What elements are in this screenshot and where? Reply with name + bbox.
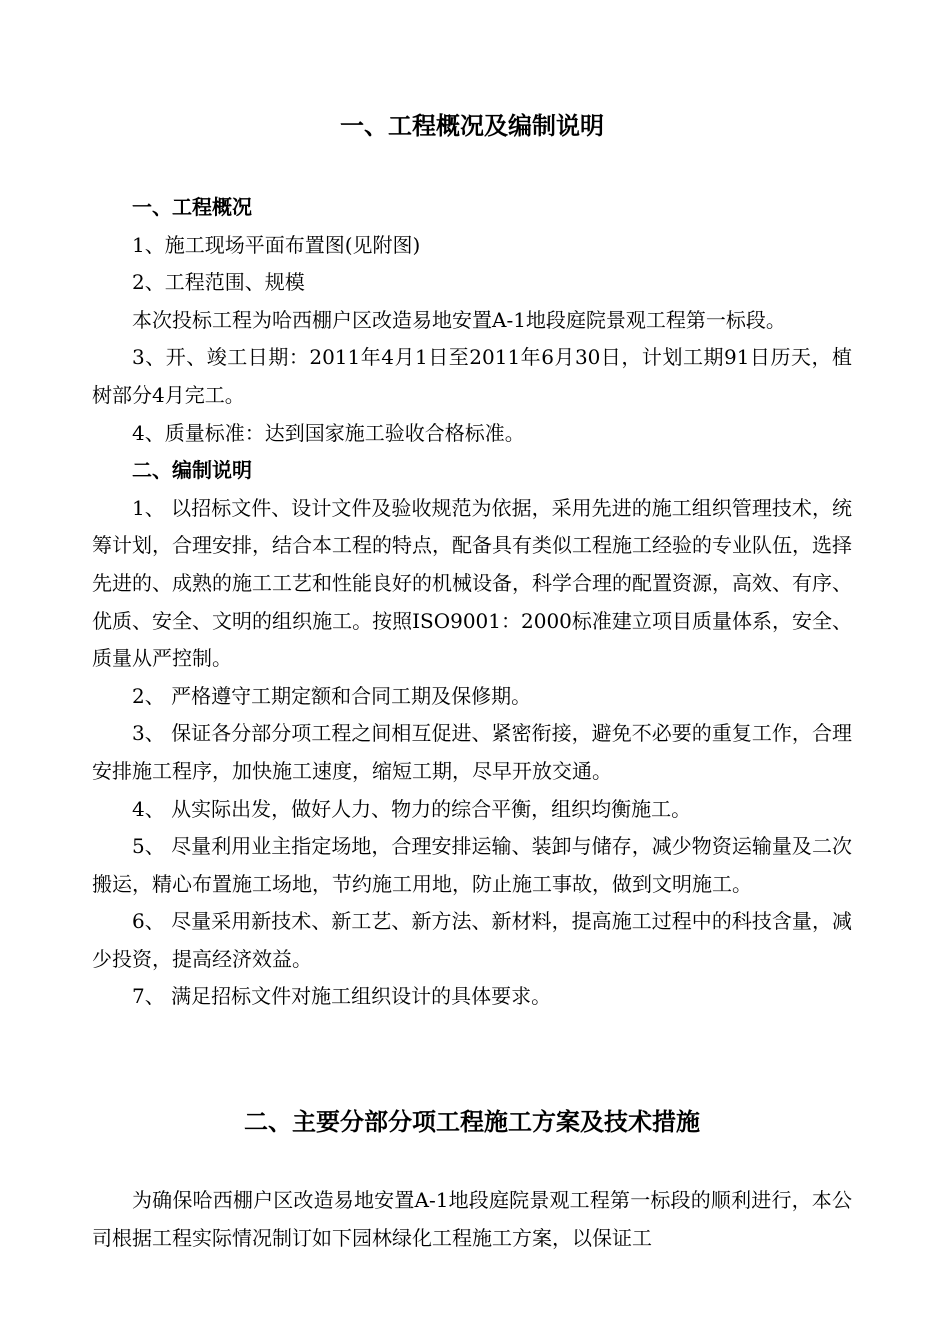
item-scope-scale: 2、工程范围、规模 bbox=[132, 270, 305, 295]
note-point-1: 1、 以招标文件、设计文件及验收规范为依据，采用先进的施工组织管理技术，统筹计划，合理安排，结合本工程的特点，配备具有类似工程施工经验的专业队伍，选择先进的、成熟的施工工艺和性能良好的机械设备，科学合理的配置资源，高效、有序、优质、安全、文明的组织施工。按照ISO9001：2000标准建立项目质量体系，安全、质量从严控制。 bbox=[92, 495, 852, 671]
note-point-4: 4、 从实际出发，做好人力、物力的综合平衡，组织均衡施工。 bbox=[132, 796, 692, 821]
note-point-2: 2、 严格遵守工期定额和合同工期及保修期。 bbox=[132, 683, 532, 708]
note-point-7: 7、 满足招标文件对施工组织设计的具体要求。 bbox=[132, 984, 552, 1009]
second-heading: 二、主要分部分项工程施工方案及技术措施 bbox=[244, 1108, 700, 1136]
item-schedule: 3、开、竣工日期：2011年4月1日至2011年6月30日，计划工期91日历天，植树部分4月完工。 bbox=[92, 345, 852, 407]
subheading-compilation-notes: 二、编制说明 bbox=[132, 458, 252, 483]
item-site-layout: 1、施工现场平面布置图(见附图) bbox=[132, 232, 421, 257]
section-overview-and-notes bbox=[92, 189, 852, 1016]
item-quality-standard: 4、质量标准：达到国家施工验收合格标准。 bbox=[132, 420, 525, 445]
note-point-3: 3、 保证各分部分项工程之间相互促进、紧密衔接，避免不必要的重复工作，合理安排施工程序，加快施工速度，缩短工期，尽早开放交通。 bbox=[92, 721, 852, 783]
note-point-5: 5、 尽量利用业主指定场地，合理安排运输、装卸与储存，减少物资运输量及二次搬运，精心布置施工场地，节约施工用地，防止施工事故，做到文明施工。 bbox=[92, 834, 852, 896]
note-point-6: 6、 尽量采用新技术、新工艺、新方法、新材料，提高施工过程中的科技含量，减少投资，提高经济效益。 bbox=[92, 909, 852, 971]
section-construction-plan bbox=[92, 1182, 852, 1257]
scope-text: 本次投标工程为哈西棚户区改造易地安置A-1地段庭院景观工程第一标段。 bbox=[132, 307, 786, 332]
construction-intro: 为确保哈西棚户区改造易地安置A-1地段庭院景观工程第一标段的顺利进行，本公司根据工程实际情况制订如下园林绿化工程施工方案，以保证工 bbox=[92, 1188, 852, 1250]
main-heading: 一、工程概况及编制说明 bbox=[340, 112, 604, 140]
subheading-project-overview: 一、工程概况 bbox=[132, 195, 252, 219]
